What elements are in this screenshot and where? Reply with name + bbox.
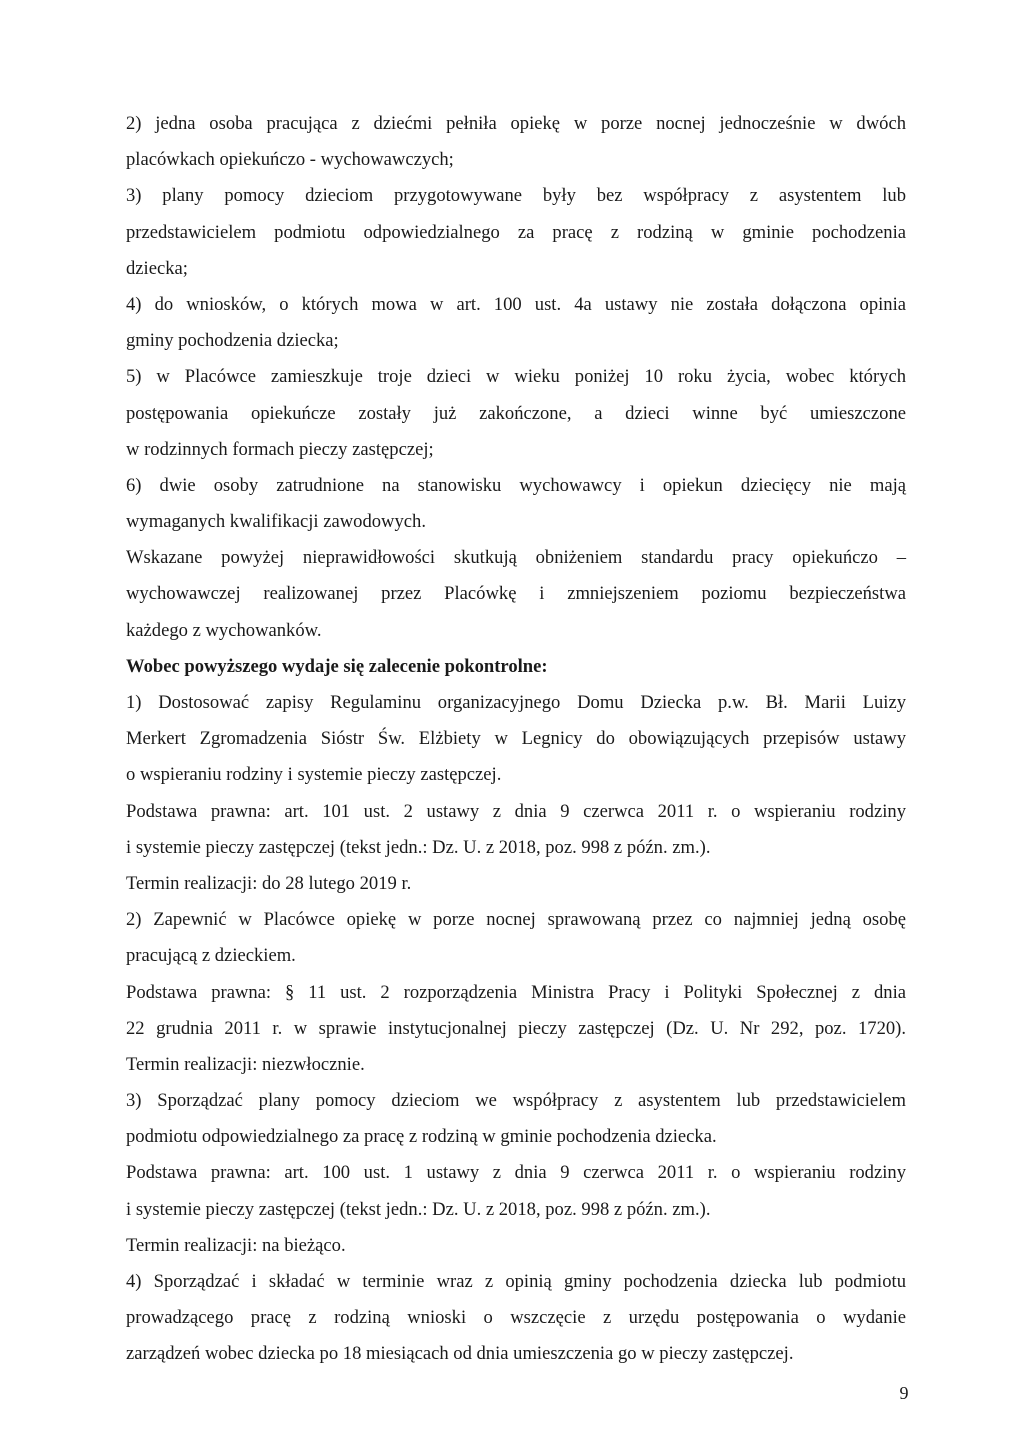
text-line: 4) Sporządzać i składać w terminie wraz z opinią gminy pochodzenia dziecka lub podmiotu — [126, 1271, 906, 1292]
text-line: 3) plany pomocy dzieciom przygotowywane były bez współpracy z asystentem lub — [126, 185, 906, 207]
text-line: Termin realizacji: niezwłocznie. — [126, 1053, 365, 1075]
page-number: 9 — [899, 1383, 909, 1403]
text-line: 5) w Placówce zamieszkuje troje dzieci w wieku poniżej 10 roku życia, wobec których — [126, 366, 906, 388]
text-line: Merkert Zgromadzenia Sióstr Św. Elżbiety w Legnicy do obowiązujących przepisów ustawy — [126, 728, 906, 750]
text-line: placówkach opiekuńczo - wychowawczych; — [126, 149, 454, 171]
text-line: Termin realizacji: na bieżąco. — [126, 1234, 346, 1256]
text-line: dziecka; — [126, 257, 188, 279]
page-body — [126, 106, 906, 1373]
text-line: każdego z wychowanków. — [126, 619, 322, 641]
text-line: 2) Zapewnić w Placówce opiekę w porze nocnej sprawowaną przez co najmniej jedną osobę — [126, 909, 906, 931]
text-line: gminy pochodzenia dziecka; — [126, 330, 339, 352]
text-line: 2) jedna osoba pracująca z dziećmi pełniła opiekę w porze nocnej jednocześnie w dwóch — [126, 113, 906, 134]
text-line: wychowawczej realizowanej przez Placówkę i zmniejszeniem poziomu bezpieczeństwa — [126, 583, 906, 605]
text-line: przedstawicielem podmiotu odpowiedzialnego za pracę z rodziną w gminie pochodzenia — [126, 221, 906, 243]
text-line: podmiotu odpowiedzialnego za pracę z rodziną w gminie pochodzenia dziecka. — [126, 1126, 717, 1148]
text-line: i systemie pieczy zastępczej (tekst jedn.: Dz. U. z 2018, poz. 998 z późn. zm.). — [126, 836, 711, 858]
text-line: postępowania opiekuńcze zostały już zakończone, a dzieci winne być umieszczone — [126, 402, 906, 424]
text-line: Podstawa prawna: art. 100 ust. 1 ustawy z dnia 9 czerwca 2011 r. o wspieraniu rodziny — [126, 1162, 906, 1184]
text-line: Termin realizacji: do 28 lutego 2019 r. — [126, 872, 412, 894]
text-line: 6) dwie osoby zatrudnione na stanowisku wychowawcy i opiekun dziecięcy nie mają — [126, 474, 906, 496]
text-line: i systemie pieczy zastępczej (tekst jedn.: Dz. U. z 2018, poz. 998 z późn. zm.). — [126, 1198, 711, 1220]
text-line: Podstawa prawna: § 11 ust. 2 rozporządzenia Ministra Pracy i Polityki Społecznej z dnia — [126, 981, 906, 1003]
text-line: wymaganych kwalifikacji zawodowych. — [126, 511, 426, 533]
text-line: prowadzącego pracę z rodziną wnioski o wszczęcie z urzędu postępowania o wydanie — [126, 1307, 906, 1329]
text-line: Podstawa prawna: art. 101 ust. 2 ustawy z dnia 9 czerwca 2011 r. o wspieraniu rodziny — [126, 800, 906, 822]
section-heading: Wobec powyższego wydaje się zalecenie pokontrolne: — [126, 655, 548, 677]
text-line: zarządzeń wobec dziecka po 18 miesiącach od dnia umieszczenia go w pieczy zastępczej. — [126, 1343, 794, 1365]
text-line: w rodzinnych formach pieczy zastępczej; — [126, 438, 434, 460]
text-line: 4) do wniosków, o których mowa w art. 100 ust. 4a ustawy nie została dołączona opinia — [126, 293, 906, 315]
text-line: 3) Sporządzać plany pomocy dzieciom we współpracy z asystentem lub przedstawicielem — [126, 1090, 906, 1112]
text-line: Wskazane powyżej nieprawidłowości skutkują obniżeniem standardu pracy opiekuńczo – — [126, 547, 906, 569]
text-line: 22 grudnia 2011 r. w sprawie instytucjonalnej pieczy zastępczej (Dz. U. Nr 292, poz. 1720). — [126, 1017, 906, 1039]
text-line: o wspieraniu rodziny i systemie pieczy zastępczej. — [126, 764, 502, 786]
text-line: pracującą z dzieckiem. — [126, 945, 296, 967]
text-line: 1) Dostosować zapisy Regulaminu organizacyjnego Domu Dziecka p.w. Bł. Marii Luizy — [126, 692, 906, 713]
